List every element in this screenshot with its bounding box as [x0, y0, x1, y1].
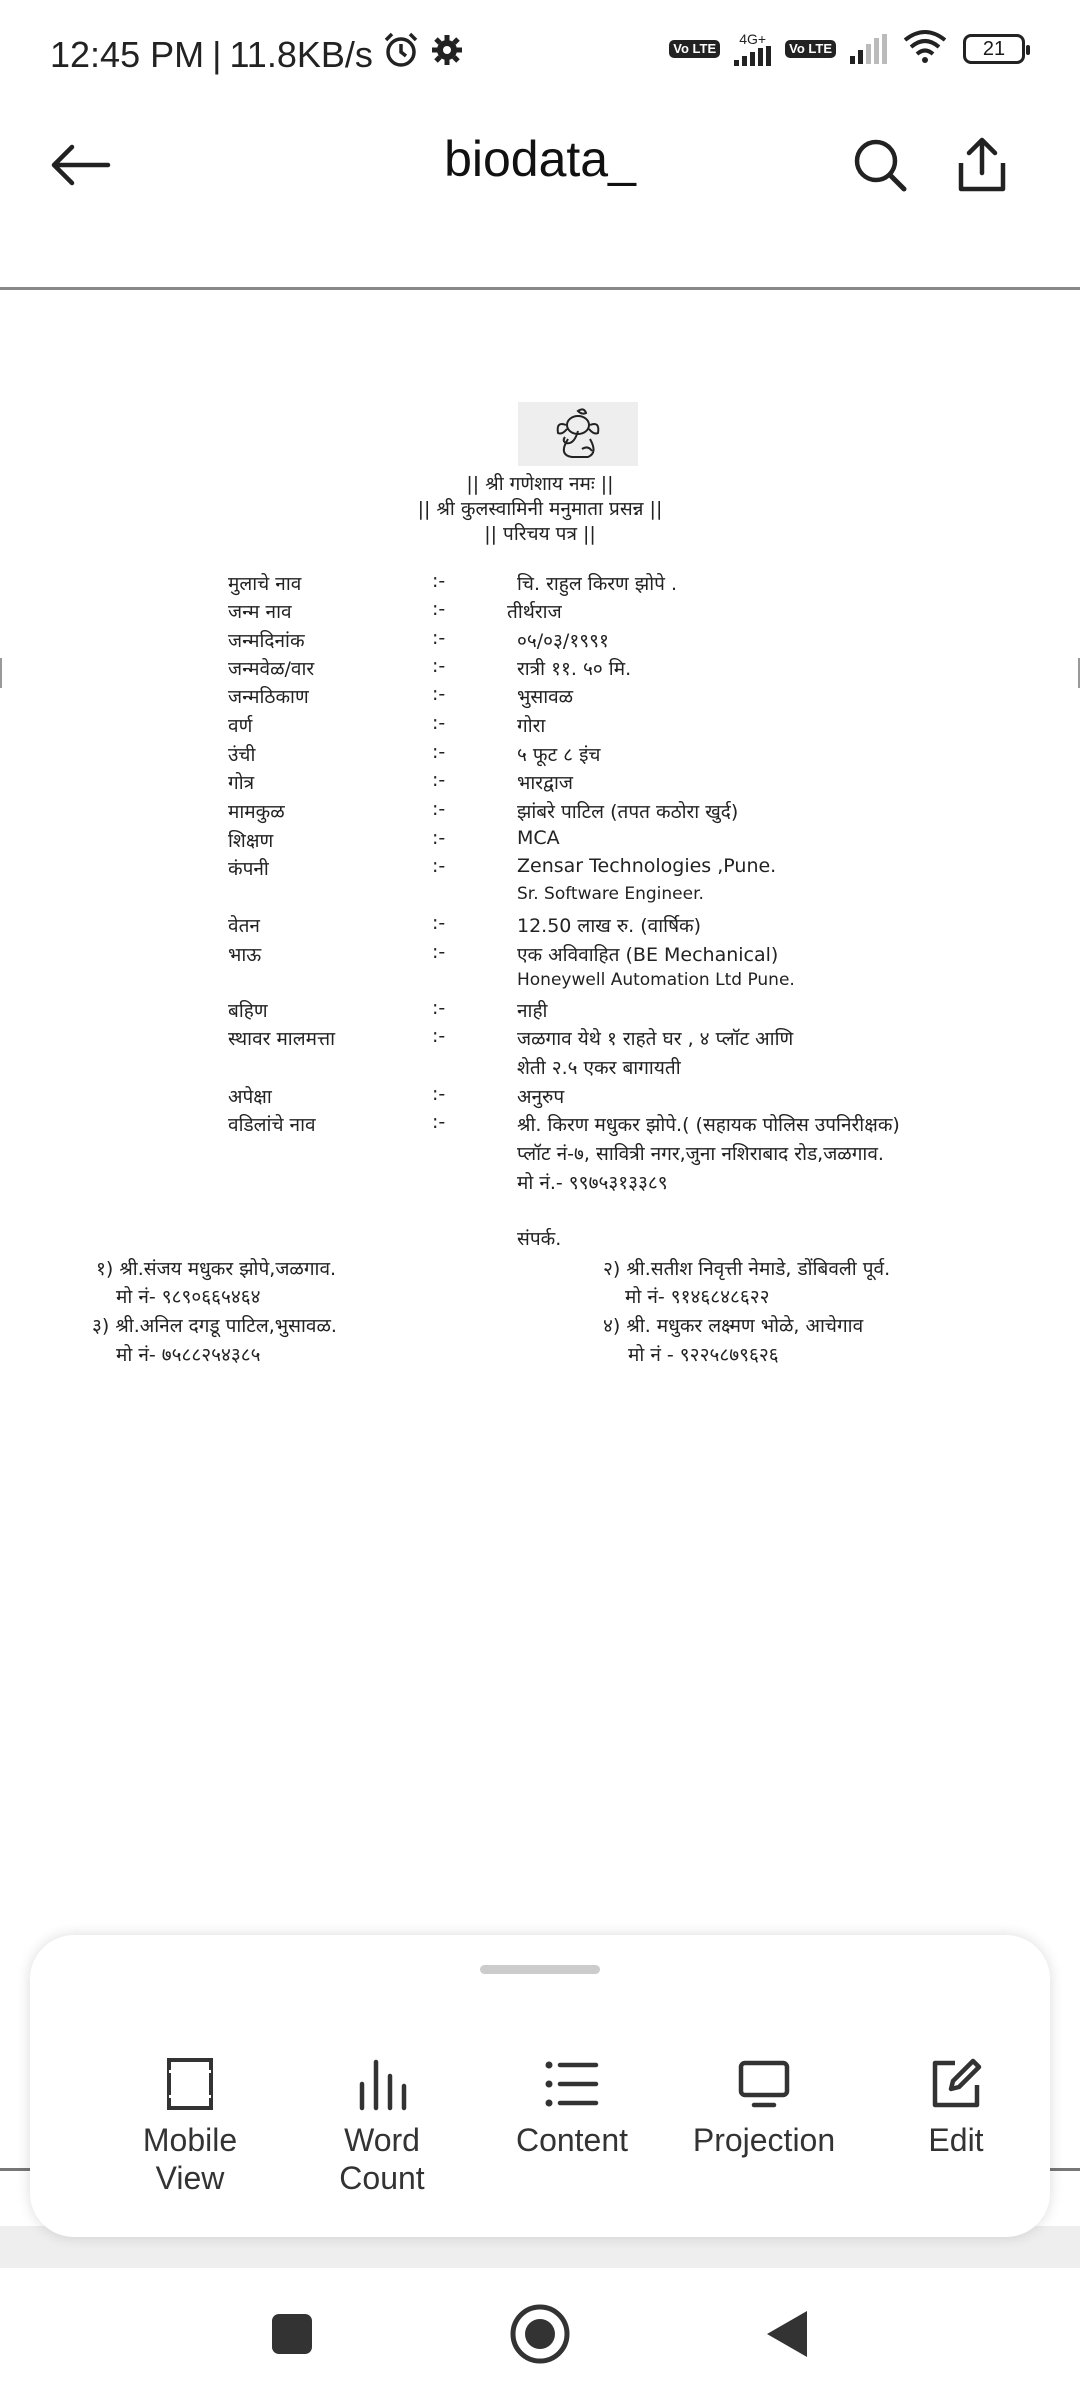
row-label: स्थावर मालमत्ता: [228, 1028, 336, 1050]
alarm-icon: [381, 30, 421, 79]
row-label: मामकुळ: [228, 801, 285, 823]
row-separator: :-: [432, 655, 446, 677]
back-nav-button[interactable]: [746, 2294, 826, 2374]
page-margin-mark-left: [0, 658, 6, 688]
row-value: चि. राहुल किरण झोपे .: [517, 573, 677, 595]
search-button[interactable]: [840, 125, 920, 205]
row-value: जळगाव येथे १ राहते घर , ४ प्लॉट आणि: [517, 1028, 794, 1050]
contact-2-phone: मो नं- ९१४६८४८६२२: [625, 1286, 770, 1308]
row-label: वर्ण: [228, 715, 253, 737]
signal-bars-2-icon: [850, 34, 887, 64]
mobile-view-button[interactable]: [100, 2053, 280, 2197]
app-bar: [0, 100, 1080, 235]
network-type-label: 4G+: [739, 30, 767, 47]
word-count-icon: [354, 2056, 410, 2112]
row-separator: :-: [432, 741, 446, 763]
row-label: मुलाचे नाव: [228, 573, 302, 595]
row-value: झांबरे पाटिल (तपत कठोरा खुर्द): [517, 801, 739, 823]
row-value: अनुरुप: [517, 1086, 565, 1108]
row-label: भाऊ: [228, 944, 262, 966]
row-value: ०५/०३/१९९१: [517, 630, 609, 652]
heading-line-3: || परिचय पत्र ||: [484, 523, 596, 545]
row-separator: :-: [432, 1083, 446, 1105]
system-nav-bar: [0, 2268, 1080, 2400]
share-button[interactable]: [942, 125, 1022, 205]
square-icon: [270, 2312, 314, 2356]
row-label: बहिण: [228, 1000, 268, 1022]
row-value-line-2: शेती २.५ एकर बागायती: [517, 1057, 681, 1079]
projection-button[interactable]: [674, 2053, 854, 2159]
row-label: कंपनी: [228, 858, 269, 880]
document-title: biodata_: [444, 131, 636, 187]
row-separator: :-: [432, 627, 446, 649]
wifi-icon: [901, 28, 949, 69]
row-label: जन्मवेळ/वार: [228, 658, 315, 680]
search-icon: [852, 137, 908, 193]
status-left: [50, 30, 465, 79]
row-separator: :-: [432, 827, 446, 849]
row-separator: :-: [432, 997, 446, 1019]
row-separator: :-: [432, 683, 446, 705]
row-value: Zensar Technologies ,Pune.: [517, 855, 777, 877]
status-separator: |: [212, 33, 222, 75]
settings-gear-icon: [429, 32, 465, 77]
contact-3-phone: मो नं- ७५८८२५४३८५: [116, 1344, 261, 1366]
status-bar: [0, 0, 1080, 100]
volte-badge-1: Vo LTE: [669, 40, 720, 58]
row-separator: :-: [432, 798, 446, 820]
row-separator: :-: [432, 1025, 446, 1047]
row-label: जन्मठिकाण: [228, 686, 309, 708]
row-label: वडिलांचे नाव: [228, 1114, 316, 1136]
contact-3-name: ३) श्री.अनिल दगडू पाटिल,भुसावळ.: [92, 1315, 337, 1337]
battery-icon: [963, 34, 1025, 64]
content-label: Content: [515, 2122, 629, 2158]
row-value: नाही: [517, 1000, 548, 1022]
triangle-back-icon: [763, 2309, 809, 2359]
row-separator: :-: [432, 912, 446, 934]
row-separator: :-: [432, 855, 446, 877]
row-value: MCA: [517, 827, 560, 849]
contact-4-name: ४) श्री. मधुकर लक्ष्मण भोळे, आचेगाव: [603, 1315, 864, 1337]
battery-level: 21: [982, 37, 1006, 60]
document-page[interactable]: [0, 290, 1080, 2180]
sheet-drag-handle[interactable]: [480, 1965, 600, 1974]
word-count-label-2: Count: [339, 2160, 425, 2196]
volte-badge-2: Vo LTE: [785, 40, 836, 58]
word-count-label-1: Word: [344, 2122, 420, 2158]
content-button[interactable]: [482, 2053, 662, 2159]
status-time: 12:45 PM: [50, 33, 205, 75]
row-value: रात्री ११. ५० मि.: [517, 658, 632, 680]
mobile-view-label-2: View: [155, 2160, 225, 2196]
home-circle-icon: [508, 2302, 572, 2366]
row-value: श्री. किरण मधुकर झोपे.( (सहायक पोलिस उपनिरीक्षक): [517, 1114, 900, 1136]
signal-bars-1-icon: [734, 46, 771, 66]
contact-1-name: १) श्री.संजय मधुकर झोपे,जळगाव.: [96, 1258, 337, 1280]
mobile-view-label-1: Mobile: [142, 2122, 238, 2158]
row-separator: :-: [432, 1111, 446, 1133]
row-value-line-2: Sr. Software Engineer.: [517, 884, 704, 904]
row-value: एक अविवाहित (BE Mechanical): [517, 944, 779, 966]
projection-label: Projection: [692, 2122, 836, 2158]
share-upload-icon: [957, 137, 1007, 193]
contact-heading: संपर्क.: [517, 1228, 562, 1250]
row-value: तीर्थराज: [507, 601, 562, 623]
tools-bottom-sheet: [30, 1935, 1050, 2237]
row-label: उंची: [228, 744, 256, 766]
page-margin-mark-right: [1074, 658, 1080, 688]
word-count-button[interactable]: [292, 2053, 472, 2197]
row-label: शिक्षण: [228, 830, 274, 852]
row-value: गोरा: [517, 715, 546, 737]
row-value-line-3: मो नं.- ९९७५३१३३८९: [517, 1172, 668, 1194]
row-separator: :-: [432, 598, 446, 620]
row-value: भारद्वाज: [517, 772, 573, 794]
row-label: जन्मदिनांक: [228, 630, 305, 652]
ganesh-icon: [518, 402, 638, 466]
row-label: अपेक्षा: [228, 1086, 272, 1108]
row-separator: :-: [432, 769, 446, 791]
row-label: जन्म नाव: [228, 601, 292, 623]
content-list-icon: [544, 2059, 600, 2109]
row-value: 12.50 लाख रु. (वार्षिक): [517, 915, 702, 937]
signal-group-1: [734, 32, 771, 66]
page-bottom-line-right: [1050, 2168, 1080, 2171]
row-label: वेतन: [228, 915, 260, 937]
edit-label: Edit: [928, 2122, 984, 2158]
contact-4-phone: मो नं - ९२२५८७९६२६: [628, 1344, 779, 1366]
row-value-line-2: प्लॉट नं-७, सावित्री नगर,जुना नशिराबाद रोड,जळगाव.: [517, 1143, 884, 1165]
edit-button[interactable]: [866, 2053, 1046, 2159]
contact-1-phone: मो नं- ९८९०६६५४६४: [116, 1286, 261, 1308]
recent-apps-button[interactable]: [252, 2294, 332, 2374]
heading-line-1: || श्री गणेशाय नमः ||: [466, 473, 614, 495]
row-separator: :-: [432, 712, 446, 734]
edit-icon: [929, 2057, 983, 2111]
row-separator: :-: [432, 941, 446, 963]
row-value-line-2: Honeywell Automation Ltd Pune.: [517, 970, 795, 990]
row-separator: :-: [432, 570, 446, 592]
status-speed: 11.8KB/s: [229, 33, 373, 75]
contact-2-name: २) श्री.सतीश निवृत्ती नेमाडे, डोंबिवली पूर्व.: [603, 1258, 891, 1280]
row-value: भुसावळ: [517, 686, 574, 708]
row-value: ५ फूट ८ इंच: [517, 744, 601, 766]
row-label: गोत्र: [228, 772, 255, 794]
page-bottom-line-left: [0, 2168, 30, 2171]
projection-icon: [736, 2059, 792, 2109]
status-right: [669, 28, 1025, 69]
home-button[interactable]: [500, 2294, 580, 2374]
heading-line-2: || श्री कुलस्वामिनी मनुमाता प्रसन्न ||: [417, 498, 663, 520]
mobile-view-icon: [165, 2056, 215, 2112]
